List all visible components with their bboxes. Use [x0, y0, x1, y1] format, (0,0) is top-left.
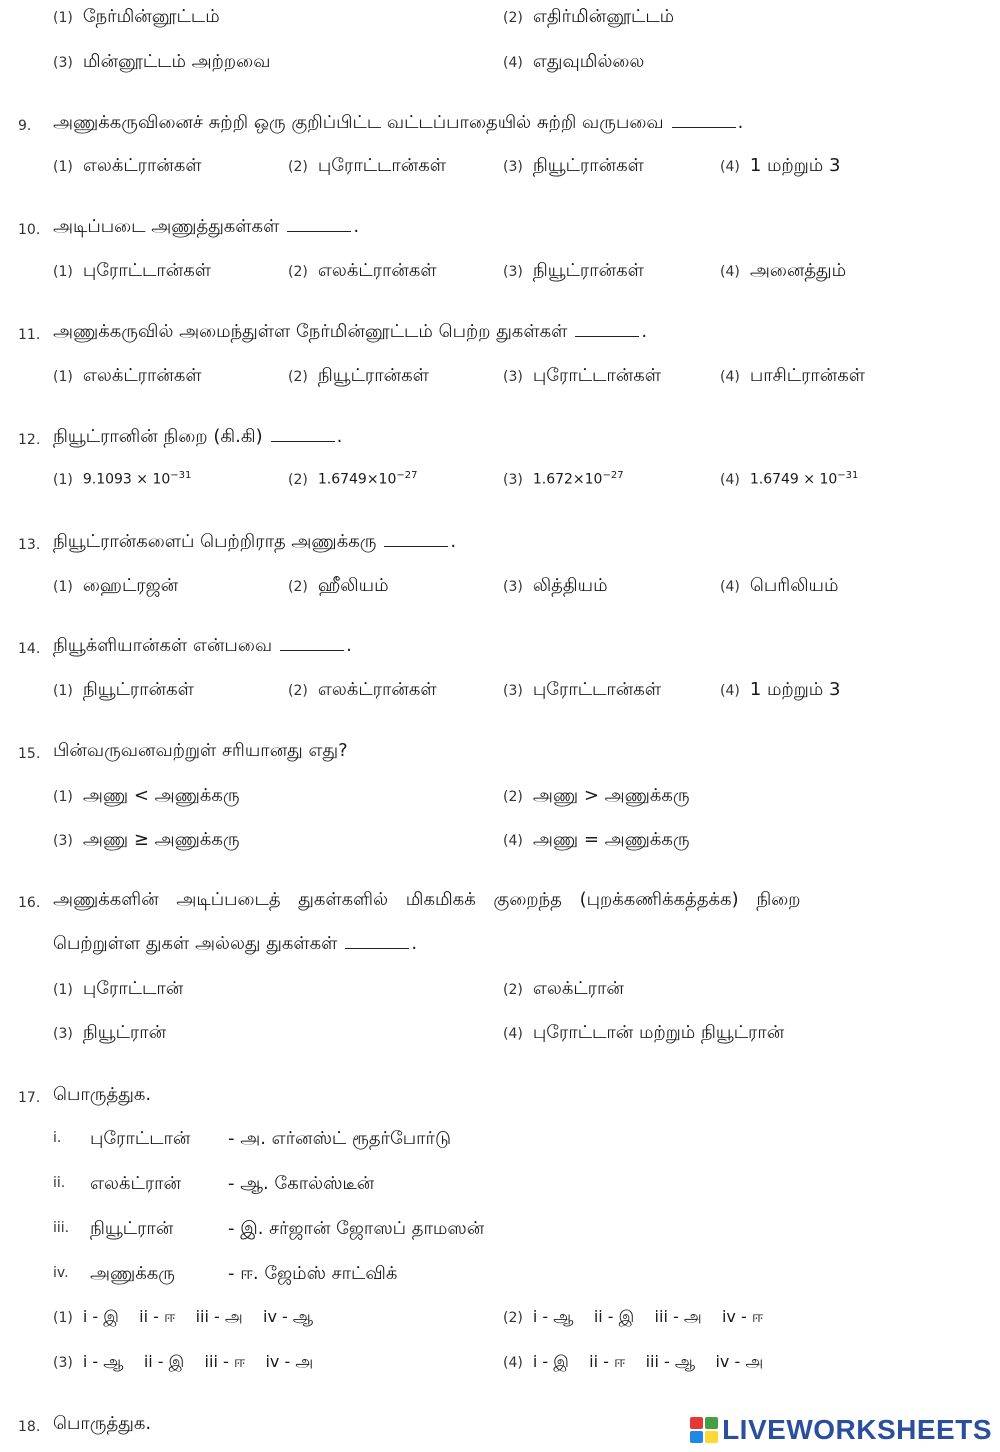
- q10-stem-line: [0, 214, 1000, 244]
- q15-option-4[interactable]: (4) அணு = அணுக்கரு: [503, 829, 690, 850]
- question-number: 12.: [18, 432, 41, 448]
- q9-option-1[interactable]: (1) எலக்ட்ரான்கள்: [53, 155, 202, 176]
- q8-option-2[interactable]: (2) எதிர்மின்னூட்டம்: [503, 6, 675, 27]
- q17-option-2[interactable]: (2) i - ஆ ii - இ iii - அ iv - ஈ: [503, 1307, 764, 1326]
- question-stem: அடிப்படை அணுத்துகள்கள் .: [53, 216, 360, 237]
- question-stem: நியூக்ளியான்கள் என்பவை .: [53, 635, 352, 656]
- question-number: 14.: [18, 641, 41, 657]
- q14-option-3[interactable]: (3) புரோட்டான்கள்: [503, 679, 661, 700]
- match-term: புரோட்டான்: [90, 1128, 191, 1149]
- match-row: [0, 1216, 1000, 1246]
- q14-stem-line: [0, 633, 1000, 663]
- liveworksheets-logo[interactable]: [690, 1414, 992, 1446]
- q16-stem-line-2: [0, 931, 1000, 961]
- match-row: [0, 1126, 1000, 1156]
- answer-blank: [345, 948, 409, 949]
- q15-option-3[interactable]: (3) அணு ≥ அணுக்கரு: [53, 829, 240, 850]
- q10-option-4[interactable]: (4) அனைத்தும்: [720, 260, 847, 281]
- q16-options-row-1: [0, 976, 1000, 1006]
- q13-options: [0, 573, 1000, 603]
- question-number: 13.: [18, 537, 41, 553]
- q17-stem-line: [0, 1082, 1000, 1112]
- q14-option-2[interactable]: (2) எலக்ட்ரான்கள்: [288, 679, 437, 700]
- q11-option-4[interactable]: (4) பாசிட்ரான்கள்: [720, 365, 865, 386]
- q16-option-1[interactable]: (1) புரோட்டான்: [53, 978, 184, 999]
- question-stem: அணுக்கருவில் அமைந்துள்ள நேர்மின்னூட்டம் பெற்ற துகள்கள் .: [53, 321, 648, 342]
- match-definition: - ஈ. ஜேம்ஸ் சாட்விக்: [228, 1263, 398, 1284]
- q10-options: [0, 258, 1000, 288]
- q15-options-row-1: [0, 783, 1000, 813]
- question-number: 15.: [18, 746, 41, 762]
- answer-blank: [672, 127, 736, 128]
- match-definition: - இ. சர்ஜான் ஜோஸப் தாமஸன்: [228, 1218, 485, 1239]
- answer-blank: [280, 650, 344, 651]
- question-stem: அணுக்கருவினைச் சுற்றி ஒரு குறிப்பிட்ட வட்டப்பாதையில் சுற்றி வருபவை .: [53, 112, 744, 133]
- match-row-index: iii.: [53, 1220, 70, 1236]
- answer-blank: [287, 231, 351, 232]
- question-number: 9.: [18, 118, 32, 134]
- q12-option-2[interactable]: (2) $1.6749\times 10^{-27}$: [288, 470, 418, 488]
- q13-option-3[interactable]: (3) லித்தியம்: [503, 575, 608, 596]
- q9-option-4[interactable]: (4) 1 மற்றும் 3: [720, 155, 841, 176]
- question-number: 18.: [18, 1419, 41, 1435]
- match-definition: - அ. எர்னஸ்ட் ரூதர்போர்டு: [228, 1128, 452, 1149]
- q17-option-1[interactable]: (1) i - இ ii - ஈ iii - அ iv - ஆ: [53, 1307, 314, 1326]
- q9-option-3[interactable]: (3) நியூட்ரான்கள்: [503, 155, 644, 176]
- q11-stem-line: [0, 319, 1000, 349]
- q15-stem-line: [0, 738, 1000, 768]
- question-stem: நியூட்ரானின் நிறை (கி.கி) .: [53, 426, 343, 447]
- answer-blank: [384, 546, 448, 547]
- q14-option-1[interactable]: (1) நியூட்ரான்கள்: [53, 679, 194, 700]
- q8-option-4[interactable]: (4) எதுவுமில்லை: [503, 51, 645, 72]
- q13-stem-line: [0, 529, 1000, 559]
- match-row: [0, 1171, 1000, 1201]
- q16-stem-line-1: [0, 887, 1000, 917]
- q16-option-3[interactable]: (3) நியூட்ரான்: [53, 1022, 167, 1043]
- question-stem: அணுக்களின் அடிப்படைத் துகள்களில் மிகமிகக் குறைந்த (புறக்கணிக்கத்தக்க) நிறை: [53, 889, 801, 910]
- q8-option-3[interactable]: (3) மின்னூட்டம் அற்றவை: [53, 51, 271, 72]
- q10-option-2[interactable]: (2) எலக்ட்ரான்கள்: [288, 260, 437, 281]
- logo-text: LIVEWORKSHEETS: [722, 1414, 992, 1445]
- question-number: 11.: [18, 327, 41, 343]
- q13-option-1[interactable]: (1) ஹைட்ரஜன்: [53, 575, 179, 596]
- q16-option-4[interactable]: (4) புரோட்டான் மற்றும் நியூட்ரான்: [503, 1022, 785, 1043]
- q11-options: [0, 363, 1000, 393]
- q8-option-1[interactable]: (1) நேர்மின்னூட்டம்: [53, 6, 220, 27]
- match-term: நியூட்ரான்: [90, 1218, 174, 1239]
- q8-options-row-2: [0, 49, 1000, 79]
- q9-stem-line: [0, 110, 1000, 140]
- q15-options-row-2: [0, 827, 1000, 857]
- q12-option-4[interactable]: (4) $1.6749 \times 10^{-31}$: [720, 470, 859, 488]
- question-number: 10.: [18, 222, 41, 238]
- match-row-index: ii.: [53, 1175, 66, 1191]
- q12-option-1[interactable]: (1) $9.1093 \times 10^{-31}$: [53, 470, 192, 488]
- q14-option-4[interactable]: (4) 1 மற்றும் 3: [720, 679, 841, 700]
- q13-option-4[interactable]: (4) பெரிலியம்: [720, 575, 839, 596]
- q8-options-row-1: [0, 4, 1000, 34]
- q15-option-1[interactable]: (1) அணு < அணுக்கரு: [53, 785, 240, 806]
- q11-option-1[interactable]: (1) எலக்ட்ரான்கள்: [53, 365, 202, 386]
- q17-options-row-2: [0, 1350, 1000, 1380]
- question-stem: பொருத்துக.: [53, 1413, 152, 1434]
- logo-icon: [690, 1417, 718, 1443]
- q17-option-4[interactable]: (4) i - இ ii - ஈ iii - ஆ iv - அ: [503, 1352, 764, 1371]
- match-row: [0, 1261, 1000, 1291]
- match-definition: - ஆ. கோல்ஸ்டீன்: [228, 1173, 375, 1194]
- answer-blank: [575, 336, 639, 337]
- q15-option-2[interactable]: (2) அணு > அணுக்கரு: [503, 785, 690, 806]
- question-number: 16.: [18, 895, 41, 911]
- q17-option-3[interactable]: (3) i - ஆ ii - இ iii - ஈ iv - அ: [53, 1352, 314, 1371]
- match-row-index: i.: [53, 1130, 62, 1146]
- q12-options: [0, 468, 1000, 498]
- question-stem: பின்வருவனவற்றுள் சரியானது எது?: [53, 740, 348, 761]
- q16-options-row-2: [0, 1020, 1000, 1050]
- q16-option-2[interactable]: (2) எலக்ட்ரான்: [503, 978, 624, 999]
- q11-option-3[interactable]: (3) புரோட்டான்கள்: [503, 365, 661, 386]
- question-stem-continued: பெற்றுள்ள துகள் அல்லது துகள்கள் .: [53, 933, 418, 954]
- answer-blank: [271, 441, 335, 442]
- match-term: எலக்ட்ரான்: [90, 1173, 181, 1194]
- q10-option-1[interactable]: (1) புரோட்டான்கள்: [53, 260, 211, 281]
- q10-option-3[interactable]: (3) நியூட்ரான்கள்: [503, 260, 644, 281]
- question-number: 17.: [18, 1090, 41, 1106]
- q9-option-2[interactable]: (2) புரோட்டான்கள்: [288, 155, 446, 176]
- q9-options: [0, 153, 1000, 183]
- q11-option-2[interactable]: (2) நியூட்ரான்கள்: [288, 365, 429, 386]
- match-row-index: iv.: [53, 1265, 69, 1281]
- q12-option-3[interactable]: (3) $1.672\times 10^{-27}$: [503, 470, 624, 488]
- question-stem: பொருத்துக.: [53, 1084, 152, 1105]
- match-term: அணுக்கரு: [90, 1263, 175, 1284]
- q13-option-2[interactable]: (2) ஹீலியம்: [288, 575, 389, 596]
- q14-options: [0, 677, 1000, 707]
- question-stem: நியூட்ரான்களைப் பெற்றிராத அணுக்கரு .: [53, 531, 457, 552]
- q17-options-row-1: [0, 1305, 1000, 1335]
- q12-stem-line: [0, 424, 1000, 454]
